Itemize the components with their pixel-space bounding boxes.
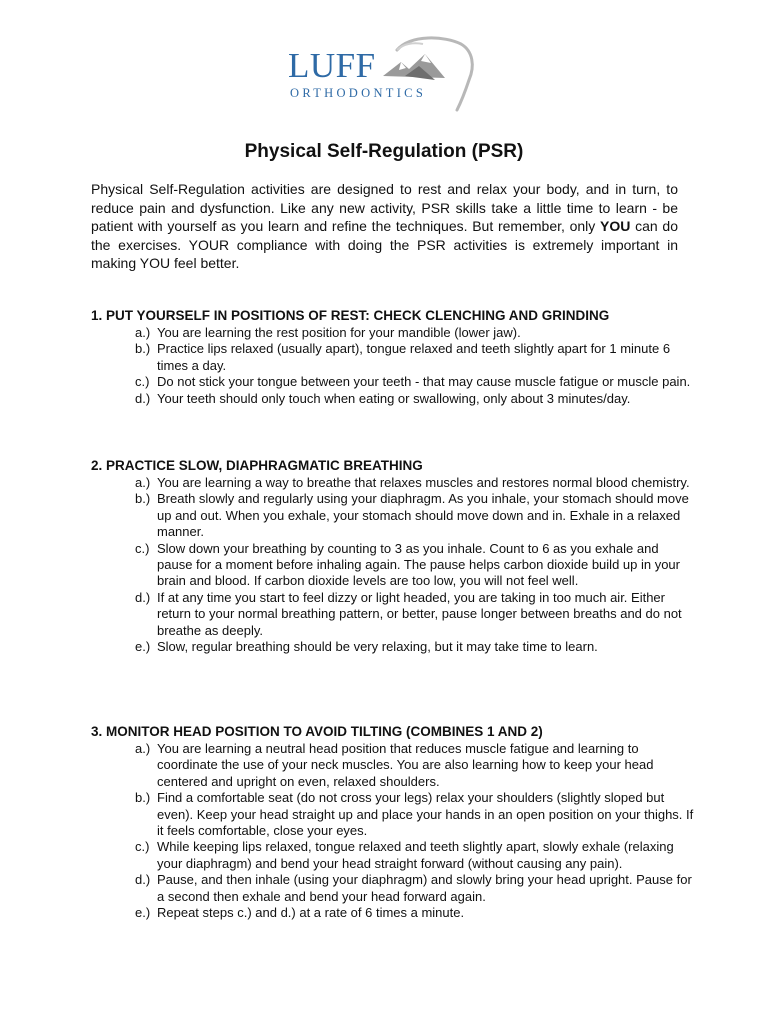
item-marker: e.) bbox=[135, 905, 151, 921]
logo-name: LUFF bbox=[288, 46, 376, 85]
section-1-list bbox=[135, 325, 695, 407]
item-marker: b.) bbox=[135, 341, 151, 357]
item-text: Your teeth should only touch when eating or swallowing, only about 3 minutes/day. bbox=[157, 390, 631, 406]
list-item bbox=[135, 639, 695, 655]
item-marker: c.) bbox=[135, 839, 150, 855]
item-text: You are learning the rest position for your mandible (lower jaw). bbox=[157, 325, 521, 340]
section-3-heading: 3. MONITOR HEAD POSITION TO AVOID TILTING (COMBINES 1 AND 2) bbox=[91, 724, 543, 739]
intro-text-2: can do the exercises. YOUR compliance with doing the PSR activities is extremely important in making YOU feel better. bbox=[91, 218, 678, 272]
list-item bbox=[135, 475, 695, 491]
item-marker: a.) bbox=[135, 325, 151, 340]
item-text: Breath slowly and regularly using your diaphragm. As you inhale, your stomach should move up and out. When you exhale, your stomach should move down and in. Exhale in a relaxed manner. bbox=[157, 491, 689, 540]
list-item bbox=[135, 741, 695, 790]
list-item bbox=[135, 590, 695, 639]
list-item bbox=[135, 491, 695, 540]
intro-text-1: Physical Self-Regulation activities are designed to rest and relax your body, and in turn, to reduce pain and dysfunction. Like any new activity, PSR skills take a little time to learn - be patient with yourself as you learn and refine the techniques. But remember, only bbox=[91, 181, 678, 235]
list-item bbox=[135, 905, 695, 921]
item-marker: d.) bbox=[135, 390, 151, 406]
item-text: You are learning a way to breathe that relaxes muscles and restores normal blood chemistry. bbox=[157, 475, 690, 490]
list-item bbox=[135, 325, 695, 341]
item-marker: b.) bbox=[135, 491, 151, 507]
item-text: Pause, and then inhale (using your diaphragm) and slowly bring your head upright. Pause for a second then exhale and bend your head forward again. bbox=[157, 872, 692, 904]
section-2-heading: 2. PRACTICE SLOW, DIAPHRAGMATIC BREATHING bbox=[91, 458, 423, 473]
item-marker: e.) bbox=[135, 639, 151, 655]
list-item bbox=[135, 839, 695, 872]
item-marker: c.) bbox=[135, 374, 150, 390]
item-text: Slow, regular breathing should be very relaxing, but it may take time to learn. bbox=[157, 639, 598, 655]
item-text: Slow down your breathing by counting to 3 as you inhale. Count to 6 as you exhale and pause for a moment before inhaling again. The pause helps carbon dioxide build up in your brain and blood. If carbon dioxide levels are too low, you will not feel well. bbox=[157, 540, 680, 589]
item-text: While keeping lips relaxed, tongue relaxed and teeth slightly apart, slowly exhale (relaxing your diaphragm) and bend your head straight forward (without causing any pain). bbox=[157, 839, 674, 871]
list-item bbox=[135, 790, 695, 839]
list-item bbox=[135, 541, 695, 590]
item-text: If at any time you start to feel dizzy or light headed, you are taking in too much air. Either return to your normal breathing pattern, or better, pause longer between breaths and do not breathe as deeply. bbox=[157, 589, 682, 638]
item-text: Find a comfortable seat (do not cross your legs) relax your shoulders (slightly sloped but even). Keep your head straight up and place your hands in an open position on your thighs. If it feels comfortable, close your eyes. bbox=[157, 790, 694, 839]
item-marker: c.) bbox=[135, 540, 150, 556]
intro-paragraph bbox=[91, 180, 678, 273]
item-text: Repeat steps c.) and d.) at a rate of 6 times a minute. bbox=[157, 905, 465, 921]
list-item bbox=[135, 374, 695, 390]
item-text: Do not stick your tongue between your teeth - that may cause muscle fatigue or muscle pain. bbox=[157, 374, 691, 390]
item-marker: b.) bbox=[135, 790, 151, 806]
section-1-heading: 1. PUT YOURSELF IN POSITIONS OF REST: CHECK CLENCHING AND GRINDING bbox=[91, 308, 610, 323]
luff-orthodontics-logo bbox=[285, 36, 485, 116]
list-item bbox=[135, 341, 695, 374]
section-2-list bbox=[135, 475, 695, 655]
list-item bbox=[135, 872, 695, 905]
item-marker: d.) bbox=[135, 872, 151, 888]
item-marker: a.) bbox=[135, 741, 151, 756]
item-text: Practice lips relaxed (usually apart), tongue relaxed and teeth slightly apart for 1 minute 6 times a day. bbox=[157, 341, 671, 373]
logo-subtitle: ORTHODONTICS bbox=[290, 86, 427, 100]
item-text: You are learning a neutral head position that reduces muscle fatigue and learning to coordinate the use of your neck muscles. You are also learning how to keep your head centered and upright on even, relaxed shoulders. bbox=[157, 741, 654, 789]
item-marker: d.) bbox=[135, 589, 151, 605]
section-3-list bbox=[135, 741, 695, 921]
list-item bbox=[135, 391, 695, 407]
intro-emphasis: YOU bbox=[600, 218, 631, 235]
item-marker: a.) bbox=[135, 475, 151, 490]
page-title: Physical Self-Regulation (PSR) bbox=[244, 141, 524, 162]
